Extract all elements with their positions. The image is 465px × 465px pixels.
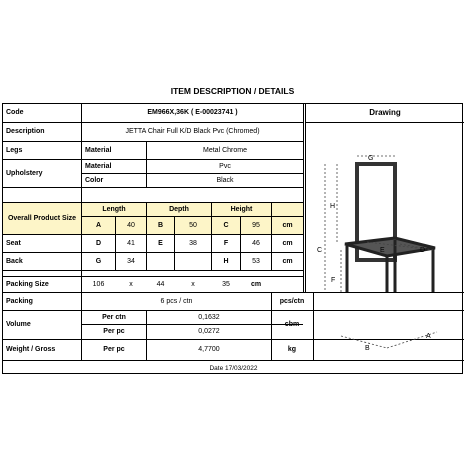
date-label: Date 17/03/2022 (209, 364, 258, 372)
drawing-letter-a: A (426, 333, 431, 340)
legs-label: Legs (6, 146, 23, 154)
seat-f-key: F (223, 239, 229, 247)
drawing-letter-e: E (380, 247, 385, 254)
packing-size-unit: cm (250, 280, 262, 288)
back-h-key: H (223, 257, 229, 265)
code-value: EM966X,36K ( E-00023741 ) (147, 109, 238, 117)
packing-size-x1: x (129, 280, 133, 288)
volume-label: Volume (6, 321, 31, 329)
packing-label: Packing (6, 297, 33, 305)
drawing-letter-f: F (331, 277, 336, 284)
chair-drawing-svg (305, 104, 464, 292)
packing-size-label: Packing Size (6, 280, 49, 288)
legs-material-value: Metal Chrome (203, 146, 247, 154)
overall-a-key: A (82, 217, 115, 234)
volume-per-pc-value: 0,0272 (198, 328, 220, 336)
seat-d-value: 41 (127, 239, 135, 247)
overall-c-value: 95 (241, 217, 271, 234)
upholstery-material-label: Material (85, 162, 112, 170)
seat-e-value: 38 (189, 239, 197, 247)
depth-header: Depth (147, 203, 211, 216)
seat-e-key: E (158, 239, 163, 247)
code-label: Code (6, 109, 24, 117)
back-label: Back (6, 257, 23, 265)
legs-material-label: Material (85, 146, 112, 154)
overall-a-value: 40 (116, 217, 146, 234)
drawing-label: Drawing (369, 107, 401, 117)
drawing-letter-g: G (368, 155, 374, 162)
weight-label: Weight / Gross (6, 346, 56, 354)
drawing-letter-c: C (317, 247, 323, 254)
chair-drawing-base-svg (305, 292, 464, 362)
packing-value: 6 pcs / ctn (160, 297, 193, 305)
seat-unit: cm (282, 239, 293, 247)
packing-size-v3: 35 (222, 280, 230, 288)
weight-value: 4,7700 (198, 346, 220, 354)
drawing-letter-b: B (365, 345, 370, 352)
length-header: Length (82, 203, 146, 216)
packing-size-x2: x (191, 280, 195, 288)
volume-per-ctn-label: Per ctn (102, 313, 126, 321)
seat-d-key: D (95, 239, 102, 247)
back-g-value: 34 (127, 257, 135, 265)
upholstery-label: Upholstery (6, 169, 43, 177)
upholstery-color-value: Black (216, 176, 234, 184)
packing-unit: pcs/ctn (279, 297, 305, 305)
overall-b-value: 50 (175, 217, 211, 234)
volume-unit: cbm (284, 321, 300, 329)
height-header-filler (272, 203, 303, 216)
drawing-letter-h: H (330, 203, 336, 210)
overall-c-key: C (212, 217, 240, 234)
chair-drawing (305, 104, 464, 373)
drawing-letter-d: D (420, 247, 426, 254)
volume-per-pc-label: Per pc (103, 328, 125, 336)
details-sheet (2, 103, 463, 374)
upholstery-color-label: Color (85, 176, 104, 184)
overall-size-label: Overall Product Size (3, 203, 81, 234)
volume-per-ctn-value: 0,1632 (198, 313, 220, 321)
overall-b-key: B (147, 217, 174, 234)
overall-unit: cm (272, 217, 303, 234)
back-unit: cm (282, 257, 293, 265)
weight-per-pc-label: Per pc (103, 346, 125, 354)
upholstery-material-value: Pvc (219, 162, 231, 170)
packing-size-v1: 106 (92, 280, 105, 288)
page-title: ITEM DESCRIPTION / DETAILS (170, 86, 295, 96)
weight-unit: kg (287, 346, 297, 354)
back-g-key: G (95, 257, 102, 265)
seat-f-value: 46 (252, 239, 260, 247)
height-header: Height (212, 203, 271, 216)
packing-size-v2: 44 (156, 280, 165, 288)
description-value: JETTA Chair Full K/D Black Pvc (Chromed) (125, 128, 260, 136)
back-h-value: 53 (252, 257, 260, 265)
seat-label: Seat (6, 239, 21, 247)
description-label: Description (6, 128, 45, 136)
